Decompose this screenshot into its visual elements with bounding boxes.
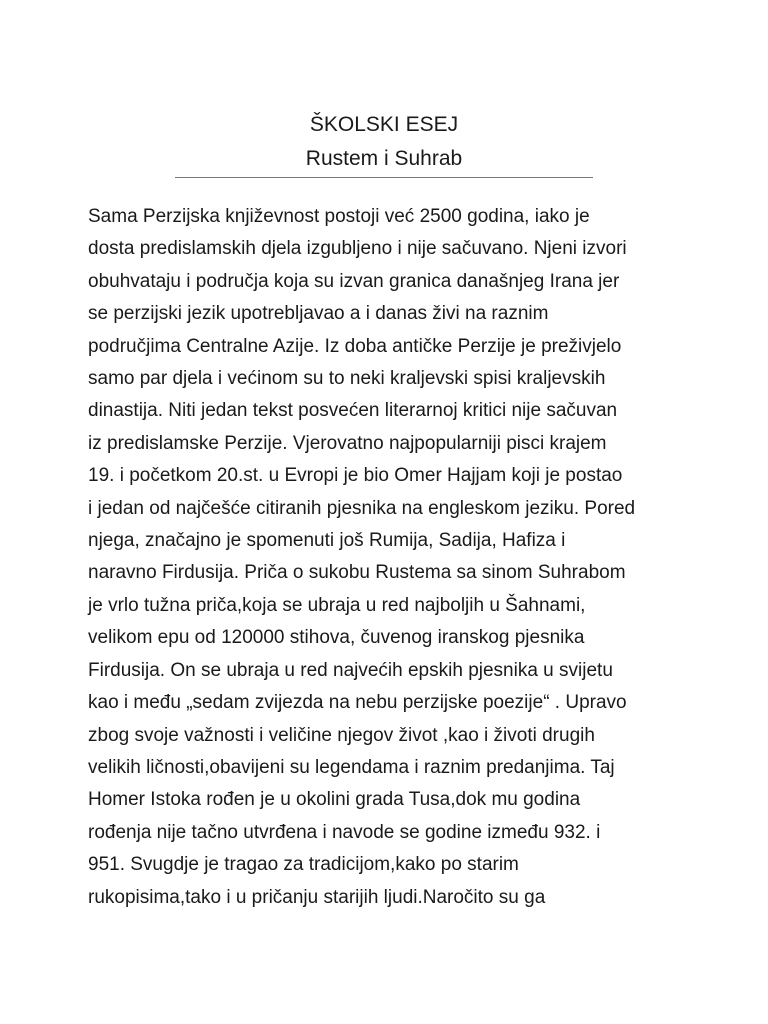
essay-line: Homer Istoka rođen je u okolini grada Tusa,dok mu godina [88, 789, 581, 811]
essay-line: je vrlo tužna priča,koja se ubraja u red najboljih u Šahnami, [88, 594, 586, 616]
title-block [0, 108, 768, 176]
essay-line: iz predislamske Perzije. Vjerovatno najpopularniji pisci krajem [88, 432, 607, 454]
essay-line: rukopisima,tako i u pričanju starijih ljudi.Naročito su ga [88, 886, 546, 908]
essay-line: dinastija. Niti jedan tekst posvećen literarnoj kritici nije sačuvan [88, 400, 618, 422]
essay-body [88, 201, 688, 914]
essay-line: rođenja nije tačno utvrđena i navode se godine između 932. i [88, 821, 601, 843]
essay-line: velikom epu od 120000 stihova, čuvenog iranskog pjesnika [88, 627, 585, 649]
essay-line: područjima Centralne Azije. Iz doba antičke Perzije je preživjelo [88, 335, 622, 357]
essay-line: kao i među „sedam zvijezda na nebu perzijske poezije“ . Upravo [88, 692, 627, 714]
essay-line: velikih ličnosti,obavijeni su legendama i raznim predanjima. Taj [88, 756, 615, 778]
document-heading: ŠKOLSKI ESEJ [309, 113, 459, 136]
essay-line: Firdusija. On se ubraja u red najvećih epskih pjesnika u svijetu [88, 659, 613, 681]
essay-line: njega, značajno je spomenuti još Rumija, Sadija, Hafiza i [88, 530, 566, 552]
essay-line: dosta predislamskih djela izgubljeno i nije sačuvano. Njeni izvori [88, 238, 627, 260]
essay-line: naravno Firdusija. Priča o sukobu Rustema sa sinom Suhrabom [88, 562, 626, 584]
document-subheading: Rustem i Suhrab [305, 147, 463, 170]
essay-line: Sama Perzijska književnost postoji već 2500 godina, iako je [88, 206, 590, 227]
essay-line: 951. Svugdje je tragao za tradicijom,kako po starim [88, 854, 519, 876]
essay-line: obuhvataju i područja koja su izvan granica današnjeg Irana jer [88, 270, 620, 292]
essay-line: samo par djela i većinom su to neki kraljevski spisi kraljevskih [88, 368, 606, 390]
title-divider [175, 177, 593, 178]
essay-line: 19. i početkom 20.st. u Evropi je bio Omer Hajjam koji je postao [88, 465, 623, 487]
essay-line: zbog svoje važnosti i veličine njegov život ,kao i životi drugih [88, 724, 595, 746]
essay-line: se perzijski jezik upotrebljavao a i danas živi na raznim [88, 303, 549, 325]
essay-line: i jedan od najčešće citiranih pjesnika na engleskom jeziku. Pored [88, 497, 636, 519]
